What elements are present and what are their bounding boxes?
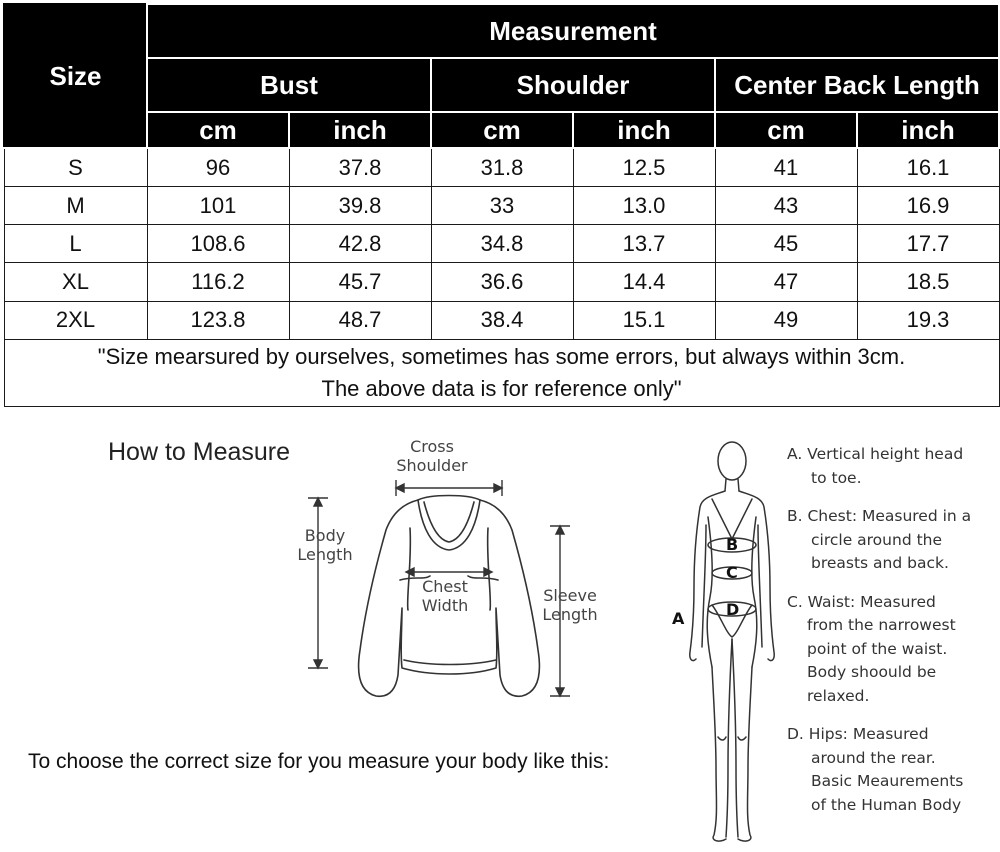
value-cell: 101 bbox=[147, 187, 289, 225]
letter-a-label: A bbox=[672, 609, 685, 628]
shoulder-header: Shoulder bbox=[431, 58, 715, 112]
sleeve-length-label: Sleeve Length bbox=[542, 586, 598, 624]
value-cell: 15.1 bbox=[573, 301, 715, 339]
note-chest: B. Chest: Measured in a circle around the breasts and back. bbox=[787, 507, 972, 572]
size-chart-table bbox=[3, 3, 1000, 407]
measurement-header: Measurement bbox=[147, 4, 999, 58]
unit-header: inch bbox=[289, 112, 431, 148]
value-cell: 96 bbox=[147, 148, 289, 187]
human-body-illustration bbox=[672, 437, 782, 847]
table-row bbox=[4, 301, 999, 339]
unit-header: inch bbox=[857, 112, 999, 148]
size-cell: L bbox=[4, 225, 147, 263]
size-cell: 2XL bbox=[4, 301, 147, 339]
value-cell: 13.0 bbox=[573, 187, 715, 225]
table-row bbox=[4, 148, 999, 187]
size-note-line: "Size mearsured by ourselves, sometimes has some errors, but always within 3cm. bbox=[97, 343, 906, 369]
note-height: A. Vertical height head to toe. bbox=[787, 445, 964, 487]
value-cell: 43 bbox=[715, 187, 857, 225]
value-cell: 18.5 bbox=[857, 263, 999, 301]
value-cell: 39.8 bbox=[289, 187, 431, 225]
value-cell: 123.8 bbox=[147, 301, 289, 339]
body-length-label: Body Length bbox=[297, 526, 353, 564]
table-row bbox=[4, 225, 999, 263]
size-note-line: The above data is for reference only" bbox=[321, 375, 682, 401]
unit-header: cm bbox=[431, 112, 573, 148]
value-cell: 45 bbox=[715, 225, 857, 263]
value-cell: 37.8 bbox=[289, 148, 431, 187]
value-cell: 12.5 bbox=[573, 148, 715, 187]
size-cell: S bbox=[4, 148, 147, 187]
size-note bbox=[4, 339, 999, 406]
value-cell: 116.2 bbox=[147, 263, 289, 301]
value-cell: 14.4 bbox=[573, 263, 715, 301]
value-cell: 41 bbox=[715, 148, 857, 187]
note-hips: D. Hips: Measured around the rear. Basic Meaurements of the Human Body bbox=[787, 725, 964, 814]
value-cell: 19.3 bbox=[857, 301, 999, 339]
measurement-notes bbox=[787, 443, 997, 832]
unit-header: inch bbox=[573, 112, 715, 148]
size-cell: M bbox=[4, 187, 147, 225]
value-cell: 34.8 bbox=[431, 225, 573, 263]
size-header: Size bbox=[4, 4, 147, 148]
chest-width-label: Chest Width bbox=[421, 577, 469, 615]
letter-d-label: D bbox=[726, 600, 740, 619]
value-cell: 31.8 bbox=[431, 148, 573, 187]
value-cell: 48.7 bbox=[289, 301, 431, 339]
value-cell: 13.7 bbox=[573, 225, 715, 263]
value-cell: 33 bbox=[431, 187, 573, 225]
bust-header: Bust bbox=[147, 58, 431, 112]
letter-c-label: C bbox=[726, 563, 738, 582]
value-cell: 108.6 bbox=[147, 225, 289, 263]
body-figure bbox=[672, 437, 782, 852]
value-cell: 38.4 bbox=[431, 301, 573, 339]
unit-header: cm bbox=[715, 112, 857, 148]
value-cell: 45.7 bbox=[289, 263, 431, 301]
table-row bbox=[4, 263, 999, 301]
value-cell: 49 bbox=[715, 301, 857, 339]
note-row bbox=[4, 339, 999, 406]
table-row bbox=[4, 187, 999, 225]
cross-shoulder-label: Cross Shoulder bbox=[396, 437, 468, 475]
how-to-measure-title: How to Measure bbox=[108, 438, 291, 466]
note-waist: C. Waist: Measured from the narrowest point of the waist. Body shoould be relaxed. bbox=[787, 592, 956, 705]
value-cell: 36.6 bbox=[431, 263, 573, 301]
value-cell: 16.9 bbox=[857, 187, 999, 225]
instruction-text: To choose the correct size for you measure your body like this: bbox=[28, 750, 610, 773]
unit-header: cm bbox=[147, 112, 289, 148]
value-cell: 17.7 bbox=[857, 225, 999, 263]
letter-b-label: B bbox=[726, 535, 739, 554]
value-cell: 42.8 bbox=[289, 225, 431, 263]
value-cell: 16.1 bbox=[857, 148, 999, 187]
value-cell: 47 bbox=[715, 263, 857, 301]
center-back-length-header: Center Back Length bbox=[715, 58, 999, 112]
size-cell: XL bbox=[4, 263, 147, 301]
